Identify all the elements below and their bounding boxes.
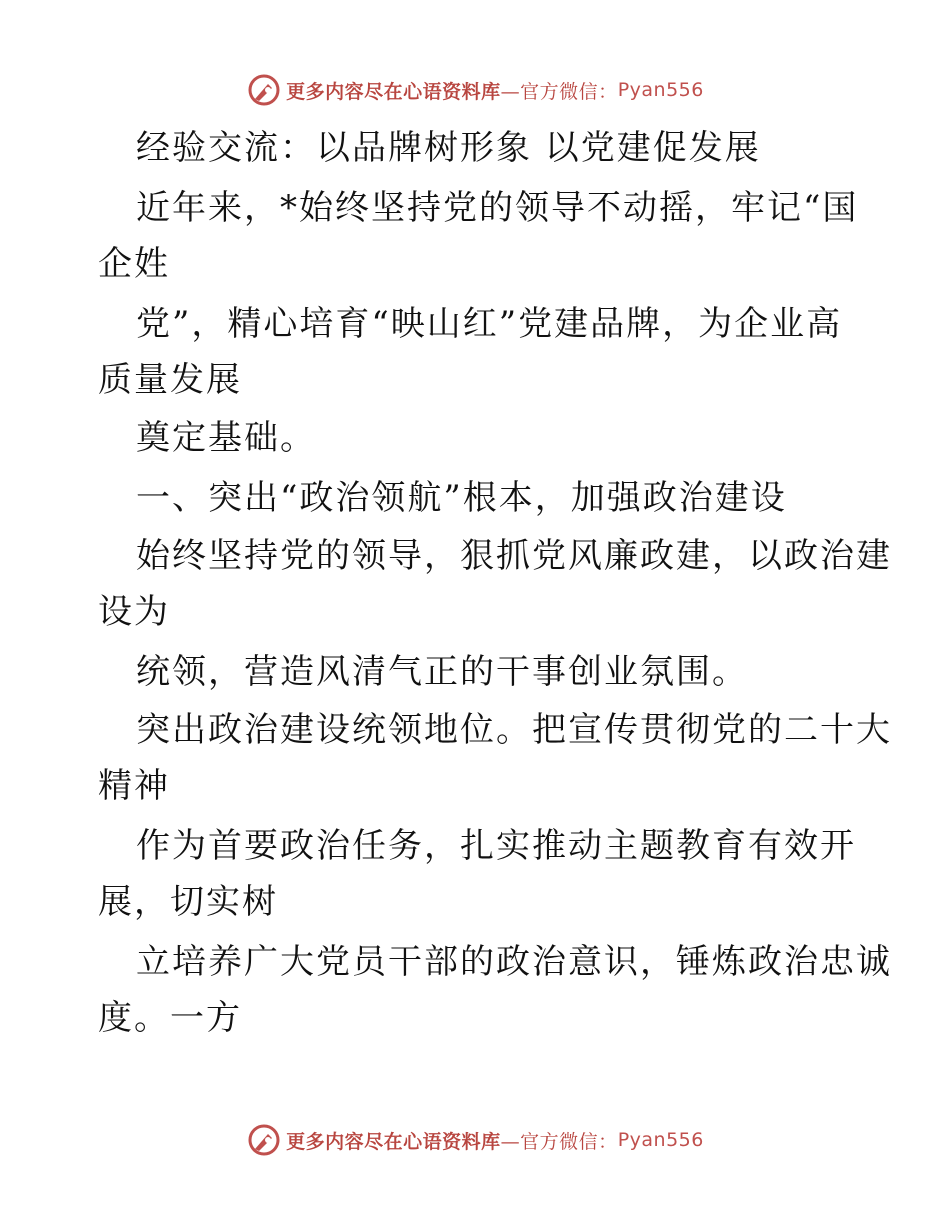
- paragraph-line: 党”，精心培育“映山红”党建品牌，为企业高: [136, 304, 843, 344]
- paragraph-line: 奠定基础。: [136, 418, 316, 458]
- paragraph-line: 展，切实树: [98, 882, 278, 922]
- paragraph-line: 作为首要政治任务，扎实推动主题教育有效开: [136, 826, 856, 866]
- paragraph-line: 质量发展: [98, 360, 242, 400]
- paragraph-line: 企姓: [98, 244, 170, 284]
- watermark-sep-text: —官方微信：: [500, 1130, 618, 1153]
- watermark-main-text: 更多内容尽在心语资料库: [286, 80, 501, 103]
- watermark-main-text: 更多内容尽在心语资料库: [286, 1130, 501, 1153]
- paragraph-line: 设为: [98, 592, 170, 632]
- watermark-sep-text: —官方微信：: [500, 80, 618, 103]
- paragraph-line: 突出政治建设统领地位。把宣传贯彻党的二十大: [136, 710, 892, 750]
- header-watermark: [0, 70, 950, 110]
- section-heading: 一、突出“政治领航”根本，加强政治建设: [136, 478, 787, 518]
- footer-watermark: [0, 1120, 950, 1160]
- paragraph-line: 始终坚持党的领导，狠抓党风廉政建，以政治建: [136, 536, 892, 576]
- paragraph-line: 近年来，*始终坚持党的领导不动摇，牢记“国: [136, 188, 859, 228]
- pen-logo-icon: [246, 1122, 282, 1158]
- paragraph-line: 立培养广大党员干部的政治意识，锤炼政治忠诚: [136, 942, 892, 982]
- watermark-id-text: Pyan556: [617, 79, 704, 101]
- doc-title: 经验交流：以品牌树形象 以党建促发展: [136, 128, 761, 168]
- paragraph-line: 精神: [98, 766, 170, 806]
- watermark-id-text: Pyan556: [617, 1129, 704, 1151]
- paragraph-line: 度。一方: [98, 998, 242, 1038]
- pen-logo-icon: [246, 72, 282, 108]
- paragraph-line: 统领，营造风清气正的干事创业氛围。: [136, 652, 748, 692]
